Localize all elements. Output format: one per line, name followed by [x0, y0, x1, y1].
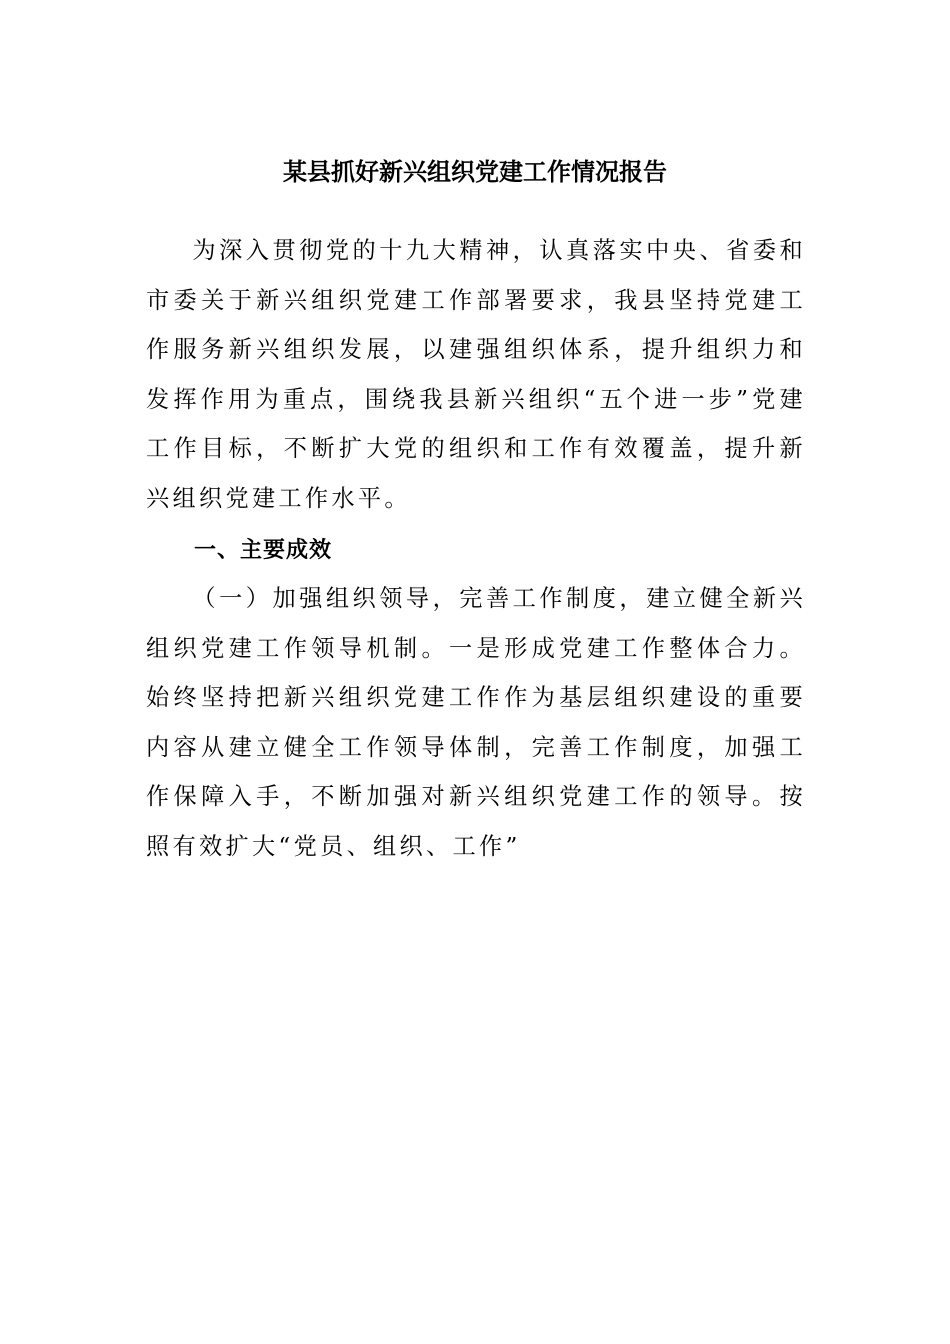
document-title: 某县抓好新兴组织党建工作情况报告 [283, 157, 667, 186]
body-paragraph: （一）加强组织领导，完善工作制度，建立健全新兴组织党建工作领导机制。一是形成党建工作整体合力。始终坚持把新兴组织党建工作作为基层组织建设的重要内容从建立健全工作领导体制，完善工作制度，加强工作保障入手，不断加强对新兴组织党建工作的领导。按照有效扩大“党员、组织、工作” [146, 585, 806, 860]
section-heading: 一、主要成效 [194, 538, 333, 563]
intro-paragraph: 为深入贯彻党的十九大精神，认真落实中央、省委和市委关于新兴组织党建工作部署要求，我县坚持党建工作服务新兴组织发展，以建强组织体系，提升组织力和发挥作用为重点，围绕我县新兴组织“五个进一步”党建工作目标，不断扩大党的组织和工作有效覆盖，提升新兴组织党建工作水平。 [146, 237, 806, 512]
